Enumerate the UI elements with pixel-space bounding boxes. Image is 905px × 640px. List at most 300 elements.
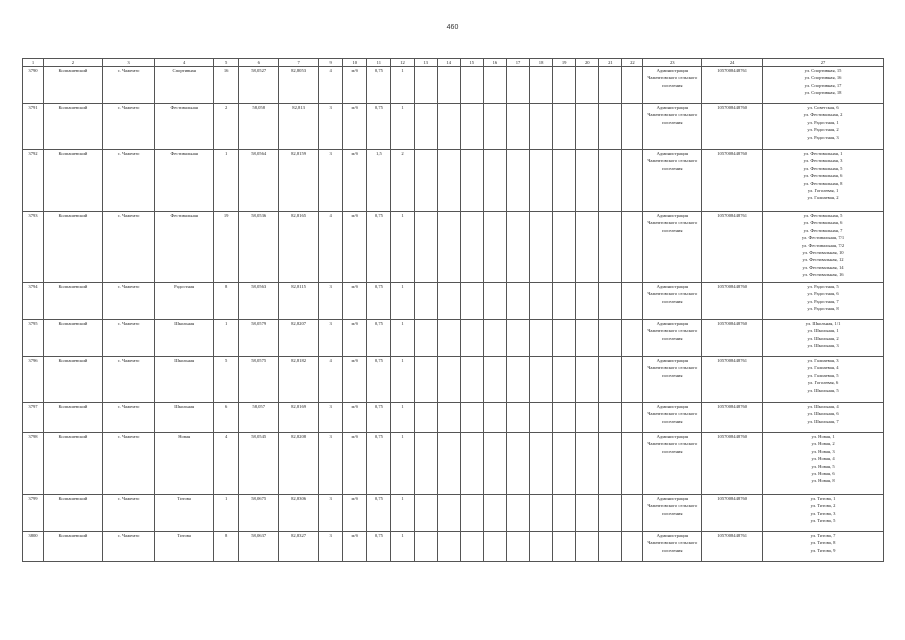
empty-cell: [576, 403, 599, 433]
table-row: [23, 67, 884, 104]
empty-cell: [506, 495, 529, 532]
container-volume-cell: 0,75: [367, 433, 391, 495]
row-number-cell: 3796: [23, 357, 44, 403]
column-header: 23: [643, 59, 702, 67]
address-line: ул. Школьная, 1/1: [805, 321, 841, 326]
district-cell: Колпашевский: [44, 495, 103, 532]
column-header: 2: [44, 59, 103, 67]
empty-cell: [483, 403, 506, 433]
area-cell: 4: [319, 212, 343, 283]
empty-cell: [437, 403, 460, 433]
locality-cell: с. Чажемто: [102, 212, 154, 283]
longitude-cell: 82,8327: [279, 532, 319, 562]
empty-cell: [460, 283, 483, 320]
address-line: ул. Фестивальная, 16: [802, 272, 844, 278]
address-line: ул. Фестивальная, 12: [802, 257, 844, 263]
address-line: ул. Новая, 8: [811, 478, 835, 484]
empty-cell: [599, 433, 622, 495]
row-number-cell: 3794: [23, 283, 44, 320]
empty-cell: [530, 357, 553, 403]
empty-cell: [553, 495, 576, 532]
address-line: ул. Школьная, 6: [807, 411, 839, 417]
address-line: ул. Школьная, 4: [807, 404, 839, 409]
empty-cell: [414, 495, 437, 532]
container-count-cell: 2: [391, 150, 414, 212]
area-cell: 4: [319, 67, 343, 104]
addresses-cell: [763, 150, 884, 212]
address-line: ул. Титова, 8: [810, 540, 836, 546]
address-line: ул. Советская, 6: [807, 105, 839, 110]
area-cell: 4: [319, 357, 343, 403]
address-line: ул. Галиаевая, 2: [807, 195, 839, 201]
column-header: 11: [367, 59, 391, 67]
address-line: ул. Фестивальная, 8: [803, 180, 843, 186]
area-cell: 3: [319, 150, 343, 212]
empty-cell: [622, 403, 643, 433]
address-line: ул. Спортивная, 16: [804, 75, 842, 81]
house-cell: 6: [214, 403, 239, 433]
empty-cell: [506, 357, 529, 403]
empty-cell: [576, 357, 599, 403]
empty-cell: [460, 67, 483, 104]
empty-cell: [460, 403, 483, 433]
row-number-cell: 3800: [23, 532, 44, 562]
empty-cell: [553, 357, 576, 403]
row-number-cell: 3791: [23, 104, 44, 150]
empty-cell: [576, 67, 599, 104]
container-volume-cell: 0,75: [367, 283, 391, 320]
empty-cell: [553, 104, 576, 150]
area-cell: 3: [319, 320, 343, 357]
empty-cell: [622, 320, 643, 357]
empty-cell: [437, 320, 460, 357]
surface-cell: м/б: [343, 283, 367, 320]
empty-cell: [553, 320, 576, 357]
column-header: 12: [391, 59, 414, 67]
address-line: ул. Галиаевая, 3: [807, 358, 839, 363]
empty-cell: [553, 532, 576, 562]
latitude-cell: 58,0675: [239, 495, 279, 532]
column-header: 15: [460, 59, 483, 67]
container-count-cell: 1: [391, 104, 414, 150]
longitude-cell: 82,8306: [279, 495, 319, 532]
column-header: 4: [155, 59, 214, 67]
empty-cell: [530, 433, 553, 495]
house-cell: 8: [214, 283, 239, 320]
table-row: [23, 532, 884, 562]
house-cell: 1: [214, 495, 239, 532]
empty-cell: [414, 532, 437, 562]
address-line: ул. Школьная, 3: [807, 343, 839, 349]
locality-cell: с. Чажемто: [102, 283, 154, 320]
container-count-cell: 1: [391, 495, 414, 532]
street-cell: Школьная: [155, 403, 214, 433]
surface-cell: м/б: [343, 212, 367, 283]
empty-cell: [506, 104, 529, 150]
address-line: ул. Спортивная, 18: [804, 90, 842, 96]
container-count-cell: 1: [391, 433, 414, 495]
address-line: ул. Спортивная, 17: [804, 82, 842, 88]
addresses-cell: [763, 283, 884, 320]
empty-cell: [483, 320, 506, 357]
container-count-cell: 1: [391, 532, 414, 562]
street-cell: Радостная: [155, 283, 214, 320]
address-line: ул. Титова, 3: [810, 510, 836, 516]
addresses-cell: [763, 320, 884, 357]
locality-cell: с. Чажемто: [102, 495, 154, 532]
inn-cell: 1057008448760: [702, 495, 763, 532]
address-line: ул. Титова, 2: [810, 503, 836, 509]
owner-cell: Администрация Чажемтовского сельского поселения: [643, 212, 702, 283]
empty-cell: [437, 495, 460, 532]
empty-cell: [553, 212, 576, 283]
owner-cell: Администрация Чажемтовского сельского поселения: [643, 283, 702, 320]
street-cell: Школьная: [155, 320, 214, 357]
owner-cell: Администрация Чажемтовского сельского поселения: [643, 495, 702, 532]
row-number-cell: 3799: [23, 495, 44, 532]
empty-cell: [530, 283, 553, 320]
address-line: ул. Школьная, 7: [807, 418, 839, 424]
container-volume-cell: 0,75: [367, 67, 391, 104]
district-cell: Колпашевский: [44, 150, 103, 212]
empty-cell: [414, 212, 437, 283]
house-cell: 1: [214, 320, 239, 357]
street-cell: Титова: [155, 495, 214, 532]
container-count-cell: 1: [391, 67, 414, 104]
address-line: ул. Гоголевая, 1: [807, 188, 839, 194]
empty-cell: [599, 532, 622, 562]
column-header: 20: [576, 59, 599, 67]
address-line: ул. Фестивальная, 5: [803, 165, 843, 171]
empty-cell: [576, 104, 599, 150]
inn-cell: 1057008448760: [702, 433, 763, 495]
street-cell: Фестивальная: [155, 150, 214, 212]
empty-cell: [506, 212, 529, 283]
empty-cell: [460, 150, 483, 212]
district-cell: Колпашевский: [44, 433, 103, 495]
column-header: 27: [763, 59, 884, 67]
longitude-cell: 82,813: [279, 104, 319, 150]
surface-cell: м/б: [343, 357, 367, 403]
column-header: 5: [214, 59, 239, 67]
district-cell: Колпашевский: [44, 403, 103, 433]
table-row: [23, 283, 884, 320]
district-cell: Колпашевский: [44, 320, 103, 357]
empty-cell: [599, 283, 622, 320]
address-line: ул. Титова, 1: [810, 496, 836, 501]
address-line: ул. Гоголевая, 6: [807, 380, 839, 386]
latitude-cell: 58,0536: [239, 212, 279, 283]
empty-cell: [599, 357, 622, 403]
address-line: ул. Новая, 4: [811, 456, 835, 462]
empty-cell: [553, 403, 576, 433]
table-row: [23, 320, 884, 357]
owner-cell: Администрация Чажемтовского сельского поселения: [643, 150, 702, 212]
address-line: ул. Школьная, 2: [807, 335, 839, 341]
empty-cell: [414, 150, 437, 212]
address-line: ул. Титова, 7: [810, 533, 836, 538]
address-line: ул. Титова, 9: [810, 547, 836, 553]
container-volume-cell: 0,75: [367, 357, 391, 403]
address-line: ул. Радостная, 1: [807, 119, 839, 125]
latitude-cell: 58,0563: [239, 283, 279, 320]
longitude-cell: 82,8169: [279, 403, 319, 433]
surface-cell: м/б: [343, 104, 367, 150]
address-line: ул. Фестивальная, 7/1: [801, 235, 845, 241]
row-number-cell: 3793: [23, 212, 44, 283]
latitude-cell: 58,0545: [239, 433, 279, 495]
inn-cell: 1057008448761: [702, 357, 763, 403]
latitude-cell: 58,0575: [239, 357, 279, 403]
address-line: ул. Радостная, 5: [807, 284, 839, 289]
latitude-cell: 58,0564: [239, 150, 279, 212]
locality-cell: с. Чажемто: [102, 150, 154, 212]
empty-cell: [576, 150, 599, 212]
address-line: ул. Новая, 3: [811, 448, 835, 454]
address-line: ул. Фестивальная, 14: [802, 264, 844, 270]
container-volume-cell: 0,75: [367, 495, 391, 532]
row-number-cell: 3792: [23, 150, 44, 212]
empty-cell: [460, 212, 483, 283]
address-line: ул. Фестивальная, 10: [802, 250, 844, 256]
district-cell: Колпашевский: [44, 357, 103, 403]
empty-cell: [530, 532, 553, 562]
column-header: 10: [343, 59, 367, 67]
row-number-cell: 3797: [23, 403, 44, 433]
empty-cell: [530, 67, 553, 104]
table-row: [23, 403, 884, 433]
area-cell: 3: [319, 495, 343, 532]
empty-cell: [506, 67, 529, 104]
house-cell: 8: [214, 532, 239, 562]
inn-cell: 1057008448761: [702, 212, 763, 283]
district-cell: Колпашевский: [44, 67, 103, 104]
addresses-cell: [763, 495, 884, 532]
empty-cell: [414, 403, 437, 433]
surface-cell: м/б: [343, 495, 367, 532]
inn-cell: 1057008448760: [702, 320, 763, 357]
empty-cell: [553, 67, 576, 104]
container-volume-cell: 0,75: [367, 532, 391, 562]
area-cell: 3: [319, 433, 343, 495]
empty-cell: [460, 320, 483, 357]
address-line: ул. Фестивальная, 6: [803, 220, 843, 226]
column-header: 21: [599, 59, 622, 67]
empty-cell: [622, 357, 643, 403]
table-body: [23, 67, 884, 562]
latitude-cell: 58,0579: [239, 320, 279, 357]
address-line: ул. Фестивальная, 7: [803, 227, 843, 233]
empty-cell: [622, 532, 643, 562]
house-cell: 19: [214, 212, 239, 283]
owner-cell: Администрация Чажемтовского сельского поселения: [643, 433, 702, 495]
address-line: ул. Фестивальная, 1: [803, 151, 843, 156]
empty-cell: [437, 433, 460, 495]
latitude-cell: 58,0637: [239, 532, 279, 562]
surface-cell: м/б: [343, 403, 367, 433]
empty-cell: [599, 212, 622, 283]
column-header: 14: [437, 59, 460, 67]
empty-cell: [460, 495, 483, 532]
locality-cell: с. Чажемто: [102, 320, 154, 357]
table-row: [23, 495, 884, 532]
address-line: ул. Фестивальная, 3: [803, 158, 843, 164]
empty-cell: [414, 320, 437, 357]
empty-cell: [530, 320, 553, 357]
empty-cell: [460, 532, 483, 562]
column-header: 24: [702, 59, 763, 67]
empty-cell: [414, 283, 437, 320]
locality-cell: с. Чажемто: [102, 532, 154, 562]
empty-cell: [622, 495, 643, 532]
table-row: [23, 150, 884, 212]
empty-cell: [553, 433, 576, 495]
empty-cell: [622, 67, 643, 104]
address-line: ул. Спортивная, 15: [804, 68, 842, 73]
empty-cell: [460, 104, 483, 150]
empty-cell: [414, 104, 437, 150]
empty-cell: [599, 495, 622, 532]
addresses-cell: [763, 104, 884, 150]
inn-cell: 1057008448761: [702, 532, 763, 562]
address-line: ул. Галиаевая, 5: [807, 372, 839, 378]
empty-cell: [414, 433, 437, 495]
area-cell: 3: [319, 403, 343, 433]
inn-cell: 1057008448760: [702, 283, 763, 320]
empty-cell: [506, 433, 529, 495]
owner-cell: Администрация Чажемтовского сельского поселения: [643, 320, 702, 357]
empty-cell: [483, 104, 506, 150]
house-cell: 16: [214, 67, 239, 104]
empty-cell: [530, 150, 553, 212]
empty-cell: [530, 403, 553, 433]
empty-cell: [483, 67, 506, 104]
latitude-cell: 58,0527: [239, 67, 279, 104]
address-line: ул. Фестивальная, 2: [803, 112, 843, 118]
address-line: ул. Фестивальная, 5: [803, 213, 843, 218]
area-cell: 3: [319, 104, 343, 150]
empty-cell: [506, 283, 529, 320]
address-line: ул. Фестивальная, 7/2: [801, 242, 845, 248]
column-header: 9: [319, 59, 343, 67]
street-cell: Титова: [155, 532, 214, 562]
empty-cell: [483, 495, 506, 532]
street-cell: Спортивная: [155, 67, 214, 104]
column-header: 19: [553, 59, 576, 67]
empty-cell: [483, 433, 506, 495]
empty-cell: [576, 212, 599, 283]
empty-cell: [483, 283, 506, 320]
container-count-cell: 1: [391, 212, 414, 283]
inn-cell: 1057008448760: [702, 403, 763, 433]
addresses-cell: [763, 433, 884, 495]
empty-cell: [460, 357, 483, 403]
surface-cell: м/б: [343, 150, 367, 212]
container-volume-cell: 0,75: [367, 104, 391, 150]
container-volume-cell: 0,75: [367, 320, 391, 357]
empty-cell: [576, 495, 599, 532]
owner-cell: Администрация Чажемтовского сельского поселения: [643, 67, 702, 104]
addresses-cell: [763, 212, 884, 283]
empty-cell: [599, 150, 622, 212]
empty-cell: [622, 150, 643, 212]
address-line: ул. Новая, 6: [811, 471, 835, 477]
surface-cell: м/б: [343, 532, 367, 562]
empty-cell: [576, 320, 599, 357]
empty-cell: [553, 150, 576, 212]
empty-cell: [622, 212, 643, 283]
container-count-cell: 1: [391, 403, 414, 433]
register-table: [22, 58, 884, 562]
empty-cell: [483, 532, 506, 562]
longitude-cell: 82,8053: [279, 67, 319, 104]
latitude-cell: 58,057: [239, 403, 279, 433]
empty-cell: [599, 67, 622, 104]
locality-cell: с. Чажемто: [102, 67, 154, 104]
empty-cell: [437, 357, 460, 403]
empty-cell: [437, 67, 460, 104]
column-header: 13: [414, 59, 437, 67]
owner-cell: Администрация Чажемтовского сельского поселения: [643, 357, 702, 403]
district-cell: Колпашевский: [44, 532, 103, 562]
locality-cell: с. Чажемто: [102, 357, 154, 403]
empty-cell: [437, 104, 460, 150]
house-cell: 1: [214, 150, 239, 212]
locality-cell: с. Чажемто: [102, 104, 154, 150]
row-number-cell: 3795: [23, 320, 44, 357]
empty-cell: [553, 283, 576, 320]
street-cell: Школьная: [155, 357, 214, 403]
addresses-cell: [763, 532, 884, 562]
empty-cell: [506, 320, 529, 357]
street-cell: Новая: [155, 433, 214, 495]
inn-cell: 1057008448760: [702, 150, 763, 212]
house-cell: 2: [214, 104, 239, 150]
address-line: ул. Радостная, 2: [807, 127, 839, 133]
address-line: ул. Радостная, 6: [807, 291, 839, 297]
container-count-cell: 1: [391, 357, 414, 403]
empty-cell: [599, 320, 622, 357]
column-header: 17: [506, 59, 529, 67]
empty-cell: [599, 104, 622, 150]
empty-cell: [483, 357, 506, 403]
district-cell: Колпашевский: [44, 104, 103, 150]
owner-cell: Администрация Чажемтовского сельского поселения: [643, 532, 702, 562]
page-number: 460: [446, 24, 459, 31]
empty-cell: [576, 433, 599, 495]
empty-cell: [506, 403, 529, 433]
column-header: 6: [239, 59, 279, 67]
address-line: ул. Новая, 5: [811, 463, 835, 469]
column-header: 18: [530, 59, 553, 67]
latitude-cell: 58,058: [239, 104, 279, 150]
address-line: ул. Галиаевая, 4: [807, 365, 839, 371]
container-count-cell: 1: [391, 283, 414, 320]
addresses-cell: [763, 67, 884, 104]
inn-cell: 1057008448761: [702, 67, 763, 104]
address-line: ул. Новая, 2: [811, 441, 835, 447]
longitude-cell: 82,8165: [279, 212, 319, 283]
empty-cell: [622, 283, 643, 320]
empty-cell: [460, 433, 483, 495]
table-row: [23, 433, 884, 495]
locality-cell: с. Чажемто: [102, 403, 154, 433]
empty-cell: [530, 212, 553, 283]
area-cell: 3: [319, 283, 343, 320]
empty-cell: [506, 532, 529, 562]
table-header: [23, 59, 884, 67]
empty-cell: [483, 150, 506, 212]
